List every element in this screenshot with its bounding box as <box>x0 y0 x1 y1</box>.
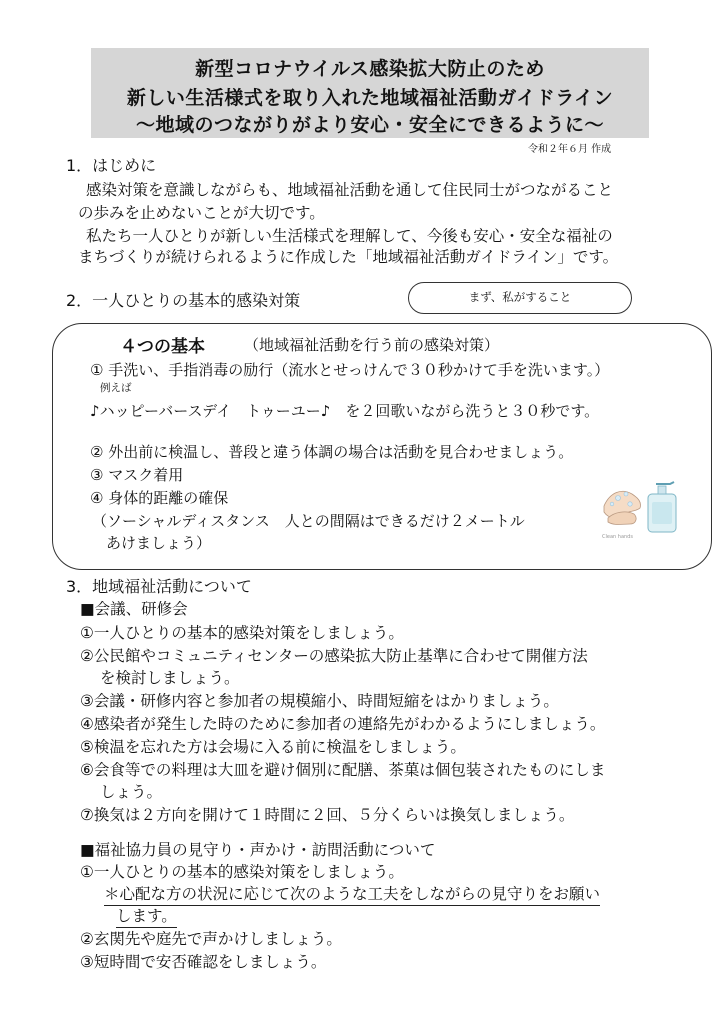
basic-item-3: ③ マスク着用 <box>90 466 184 484</box>
meeting-item-2-cont: を検討しましょう。 <box>100 669 240 687</box>
visit-item-3: ③短時間で安否確認をしましょう。 <box>80 953 327 971</box>
meeting-item-1: ①一人ひとりの基本的感染対策をしましょう。 <box>80 624 404 642</box>
meeting-item-6: ⑥会食等での料理は大皿を避け個別に配膳、茶菓は個包装されたものにしま <box>80 761 606 779</box>
visit-note-line1: ＊心配な方の状況に応じて次のような工夫をしながらの見守りをお願い <box>104 882 600 906</box>
title-line-2: 新しい生活様式を取り入れた地域福祉活動ガイドライン <box>126 87 614 109</box>
title-line-3: ～地域のつながりがより安心・安全にできるように～ <box>135 114 604 136</box>
illustration-caption: Clean hands <box>602 534 633 540</box>
title-line-1: 新型コロナウイルス感染拡大防止のため <box>195 58 545 80</box>
meeting-item-5: ⑤検温を忘れた方は会場に入る前に検温をしましょう。 <box>80 738 466 756</box>
speech-bubble <box>408 282 632 314</box>
section3-heading: 3．地域福祉活動について <box>66 577 252 596</box>
section1-para2-line1: 私たち一人ひとりが新しい生活様式を理解して、今後も安心・安全な福祉の <box>86 227 613 245</box>
example-label: 例えば <box>100 382 132 394</box>
hands-icon <box>604 491 641 524</box>
visit-item-2: ②玄関先や庭先で声かけしましょう。 <box>80 930 342 948</box>
visit-note-line2: します。 <box>116 904 177 928</box>
section1-para1-line2: の歩みを止めないことが大切です。 <box>78 204 325 222</box>
meeting-item-4: ④感染者が発生した時のために参加者の連絡先がわかるようにしましょう。 <box>80 715 606 733</box>
bubble-text: まず、私がすること <box>468 290 572 304</box>
box-subtitle: （地域福祉活動を行う前の感染対策） <box>244 336 500 354</box>
section1-para2-line2: まちづくりが続けられるように作成した「地域福祉活動ガイドライン」です。 <box>78 248 619 266</box>
section1-para1-line1: 感染対策を意識しながらも、地域福祉活動を通して住民同士がつながること <box>86 181 614 199</box>
basic-item-4-note-line2: あけましょう） <box>106 534 212 552</box>
basic-item-1: ① 手洗い、手指消毒の励行（流水とせっけんで３０秒かけて手を洗います。） <box>90 361 610 379</box>
creation-date: 令和２年６月 作成 <box>528 144 612 155</box>
section1-heading: 1．はじめに <box>66 156 157 175</box>
soap-bottle-icon <box>648 482 676 532</box>
example-line: ♪ハッピーバースデイ トゥーユー♪ を２回歌いながら洗うと３０秒です。 <box>90 402 600 420</box>
handwashing-illustration <box>600 476 692 542</box>
meeting-item-3: ③会議・研修内容と参加者の規模縮小、時間短縮をはかりましょう。 <box>80 692 559 710</box>
meeting-subheading: ■会議、研修会 <box>80 600 188 618</box>
meeting-item-7: ⑦換気は２方向を開けて１時間に２回、５分くらいは換気しましょう。 <box>80 806 575 824</box>
basic-item-4: ④ 身体的距離の確保 <box>90 489 229 507</box>
section2-heading: 2．一人ひとりの基本的感染対策 <box>66 291 301 310</box>
basic-item-4-note-line1: （ソーシャルディスタンス 人との間隔はできるだけ２メートル <box>92 512 525 530</box>
visit-subheading: ■福祉協力員の見守り・声かけ・訪問活動について <box>80 841 436 859</box>
meeting-item-6-cont: しょう。 <box>100 783 163 801</box>
meeting-item-2: ②公民館やコミュニティセンターの感染拡大防止基準に合わせて開催方法 <box>80 647 588 665</box>
box-title: ４つの基本 <box>120 337 205 357</box>
visit-item-1: ①一人ひとりの基本的感染対策をしましょう。 <box>80 863 404 881</box>
basic-item-2: ② 外出前に検温し、普段と違う体調の場合は活動を見合わせましょう。 <box>90 443 574 461</box>
